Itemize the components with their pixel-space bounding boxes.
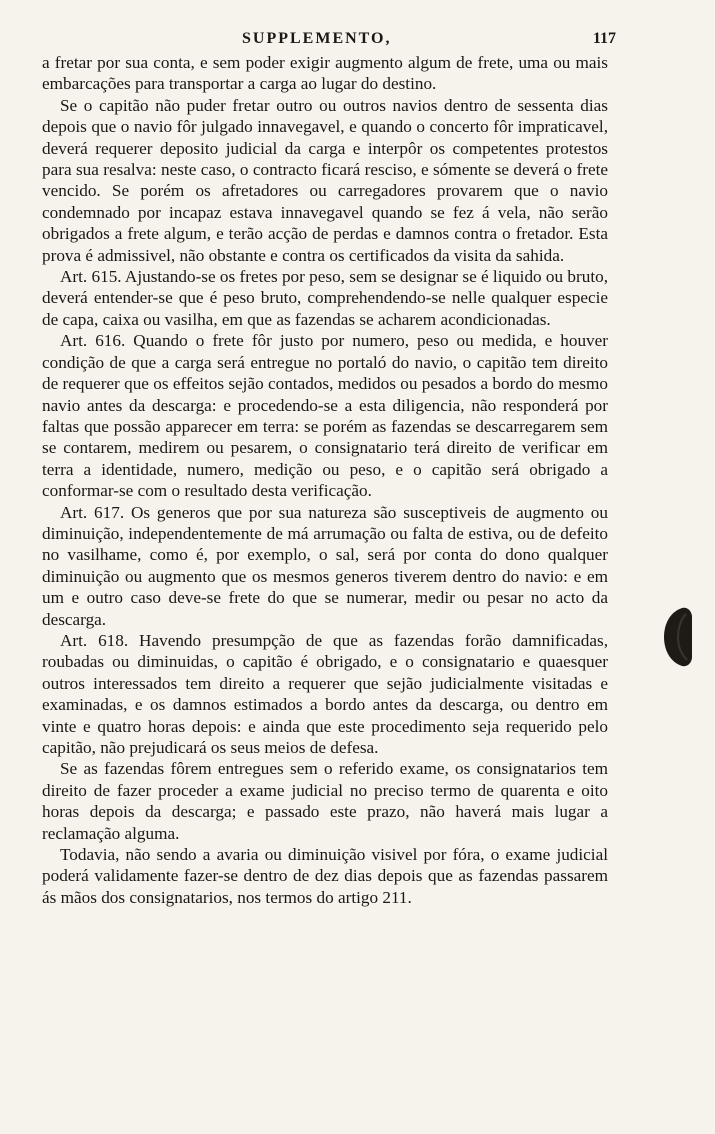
page-number: 117 bbox=[592, 30, 616, 47]
header-title: SUPPLEMENTO, bbox=[242, 30, 392, 47]
paragraph: Se o capitão não puder fretar outro ou outros navios dentro de sessenta dias depois que o navio fôr julgado innavegavel, e quando o concerto fôr impraticavel, deverá requerer deposito judicial da carga e interpôr os competentes protestos para sua resalva: neste caso, o contracto ficará rescisо, e sómente se deverá o frete vencido. Se porém os afretadores ou carregadores provarem que o navio condemnado por incapaz estava innavegavel quando se fez á vela, não serão obrigados a frete algum, e terão acção de perdas e damnos contra o fretador. Esta prova é admissivel, não obstante e contra os certificados da visita da sahida. bbox=[42, 95, 608, 265]
article-618: Art. 618. Havendo presumpção de que as fazendas forão damnificadas, roubadas ou diminuidas, o capitão é obrigado, e o consignatario e quaesquer outros interessados tem direito a requerer que sejão judicialmente visitadas e examinadas, e os damnos estimados a bordo antes da descarga, ou dentro em vinte e quatro horas depois: e ainda que este procedimento seja requerido pelo capitão, não prejudicará os seus meios de defesa. bbox=[42, 630, 608, 757]
article-615: Art. 615. Ajustando-se os fretes por peso, sem se designar se é liquido ou bruto, deverá entender-se que é peso bruto, comprehendendo-se nelle qualquer especie de capa, caixa ou vasilha, em que as fazendas se acharem acondicionadas. bbox=[42, 267, 608, 329]
binding-hole-mark bbox=[660, 606, 694, 668]
running-header bbox=[42, 30, 616, 52]
paragraph: Todavia, não sendo a avaria ou diminuição visivel por fóra, o exame judicial poderá validamente fazer-se dentro de dez dias depois que as fazendas passarem ás mãos dos consignatarios, nos termos do artigo 211. bbox=[42, 845, 608, 907]
paragraph: Se as fazendas fôrem entregues sem o referido exame, os consignatarios tem direito de fazer proceder a exame judicial no preciso termo de quarenta e oito horas depois da descarga; e passado este prazo, não haverá mais lugar a reclamação alguma. bbox=[42, 759, 608, 843]
article-617: Art. 617. Os generos que por sua natureza são susceptiveis de augmento ou diminuição, independentemente de má arrumação ou falta de estiva, ou de defeito no vasilhame, como é, por exemplo, o sal, será por conta do dono qualquer diminuição ou augmento que os mesmos generos tiverem dentro do navio: e em um e outro caso deve-se frete do que se numerar, medir ou pesar no acto da descarga. bbox=[42, 502, 608, 629]
body-text bbox=[42, 52, 608, 908]
paragraph: a fretar por sua conta, e sem poder exigir augmento algum de frete, uma ou mais embarcações para transportar a carga ao lugar do destino. bbox=[42, 53, 608, 94]
book-page bbox=[42, 30, 616, 908]
article-616: Art. 616. Quando o frete fôr justo por numero, peso ou medida, e houver condição de que a carga será entregue no portaló do navio, o capitão tem direito de requerer que os effeitos sejão contados, medidos ou pesados a bordo do mesmo navio antes da descarga: e procedendo-se a esta diligencia, não responderá por faltas que possão apparecer em terra: se porém as fazendas se descarregarem sem se contarem, medirem ou pesarem, o consignatario terá direito de verificar em terra a identidade, numero, medição ou peso, e o capitão será obrigado a conformar-se com o resultado desta verificação. bbox=[42, 331, 608, 501]
